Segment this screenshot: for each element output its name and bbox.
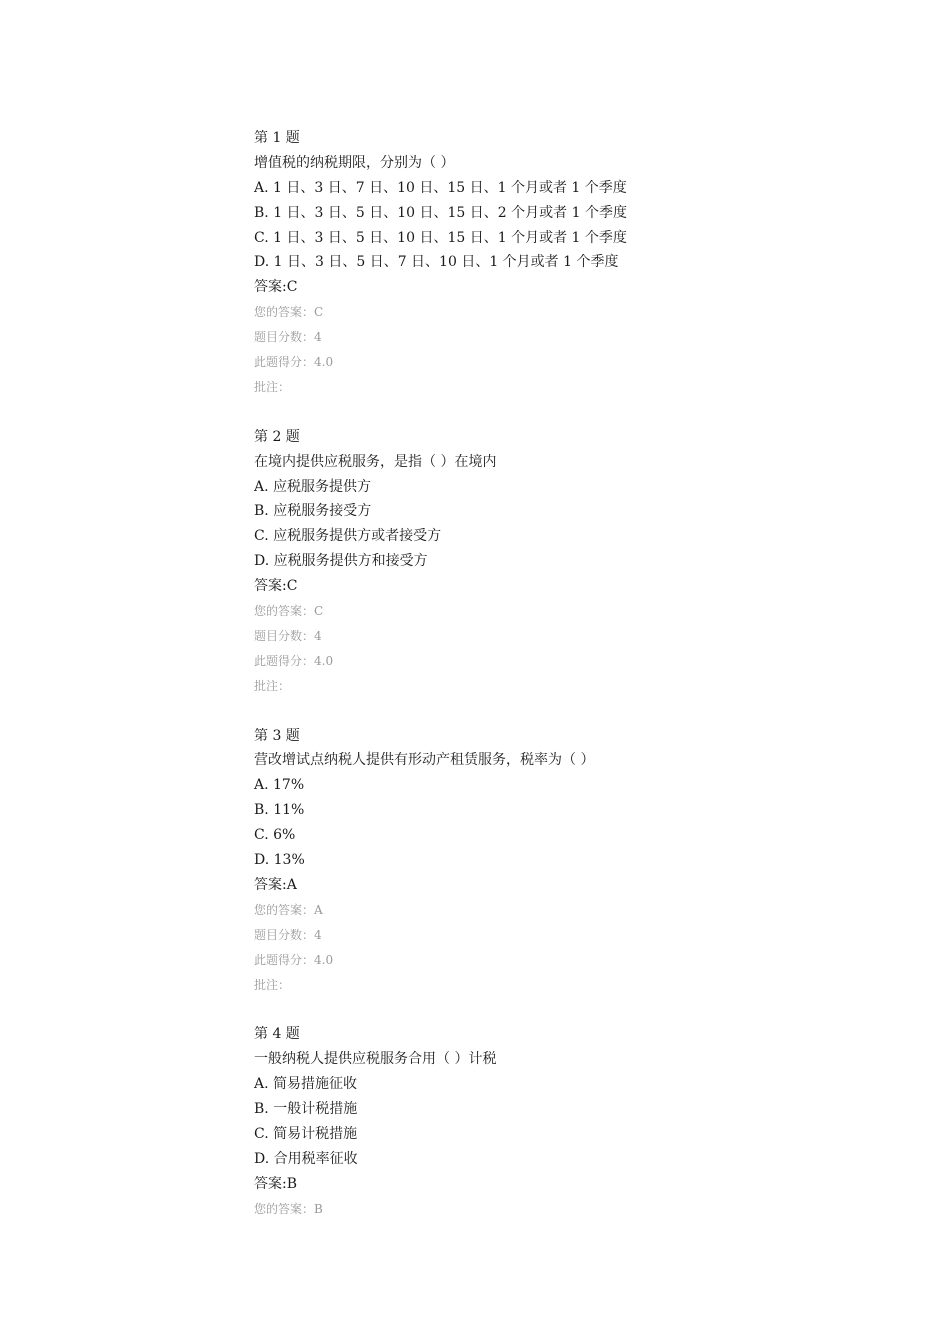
question-1 <box>254 126 914 400</box>
option-b: B. 一般计税措施 <box>254 1101 358 1118</box>
your-answer: 您的答案：A <box>254 902 323 917</box>
comment: 批注： <box>254 379 291 394</box>
question-3 <box>254 724 914 998</box>
option-c: C. 应税服务提供方或者接受方 <box>254 528 442 545</box>
question-stem: 增值税的纳税期限，分别为（ ） <box>254 154 455 171</box>
question-2 <box>254 425 914 699</box>
question-stem: 在境内提供应税服务，是指（ ）在境内 <box>254 453 497 470</box>
earned-score: 此题得分：4.0 <box>254 355 334 370</box>
option-d: D. 应税服务提供方和接受方 <box>254 553 428 570</box>
your-answer: 您的答案：C <box>254 604 324 619</box>
question-score: 题目分数：4 <box>254 628 322 643</box>
option-b: B. 1 日、3 日、5 日、10 日、15 日、2 个月或者 1 个季度 <box>254 204 627 221</box>
comment: 批注： <box>254 678 291 693</box>
question-score: 题目分数：4 <box>254 330 322 345</box>
question-title: 第 4 题 <box>254 1026 300 1043</box>
question-title: 第 2 题 <box>254 428 300 445</box>
option-b: B. 11% <box>254 802 305 819</box>
question-score: 题目分数：4 <box>254 927 322 942</box>
option-a: A. 应税服务提供方 <box>254 478 372 495</box>
your-answer: 您的答案：C <box>254 305 324 320</box>
question-title: 第 3 题 <box>254 727 300 744</box>
option-a: A. 简易措施征收 <box>254 1076 358 1093</box>
correct-answer: 答案:C <box>254 578 298 595</box>
comment: 批注： <box>254 977 291 992</box>
earned-score: 此题得分：4.0 <box>254 952 334 967</box>
option-a: A. 1 日、3 日、7 日、10 日、15 日、1 个月或者 1 个季度 <box>254 179 627 196</box>
option-d: D. 1 日、3 日、5 日、7 日、10 日、1 个月或者 1 个季度 <box>254 254 619 271</box>
question-title: 第 1 题 <box>254 130 300 146</box>
option-c: C. 简易计税措施 <box>254 1125 358 1142</box>
option-a: A. 17% <box>254 777 305 794</box>
option-b: B. 应税服务接受方 <box>254 503 372 520</box>
option-d: D. 合用税率征收 <box>254 1150 358 1167</box>
question-stem: 营改增试点纳税人提供有形动产租赁服务，税率为（ ） <box>254 752 595 769</box>
your-answer: 您的答案：B <box>254 1201 323 1216</box>
correct-answer: 答案:C <box>254 279 298 296</box>
correct-answer: 答案:B <box>254 1175 298 1192</box>
earned-score: 此题得分：4.0 <box>254 653 334 668</box>
question-document <box>254 126 914 1222</box>
option-c: C. 6% <box>254 827 296 844</box>
question-stem: 一般纳税人提供应税服务合用（ ）计税 <box>254 1051 497 1068</box>
correct-answer: 答案:A <box>254 876 297 893</box>
question-4 <box>254 1022 914 1221</box>
option-d: D. 13% <box>254 852 305 869</box>
option-c: C. 1 日、3 日、5 日、10 日、15 日、1 个月或者 1 个季度 <box>254 229 627 246</box>
